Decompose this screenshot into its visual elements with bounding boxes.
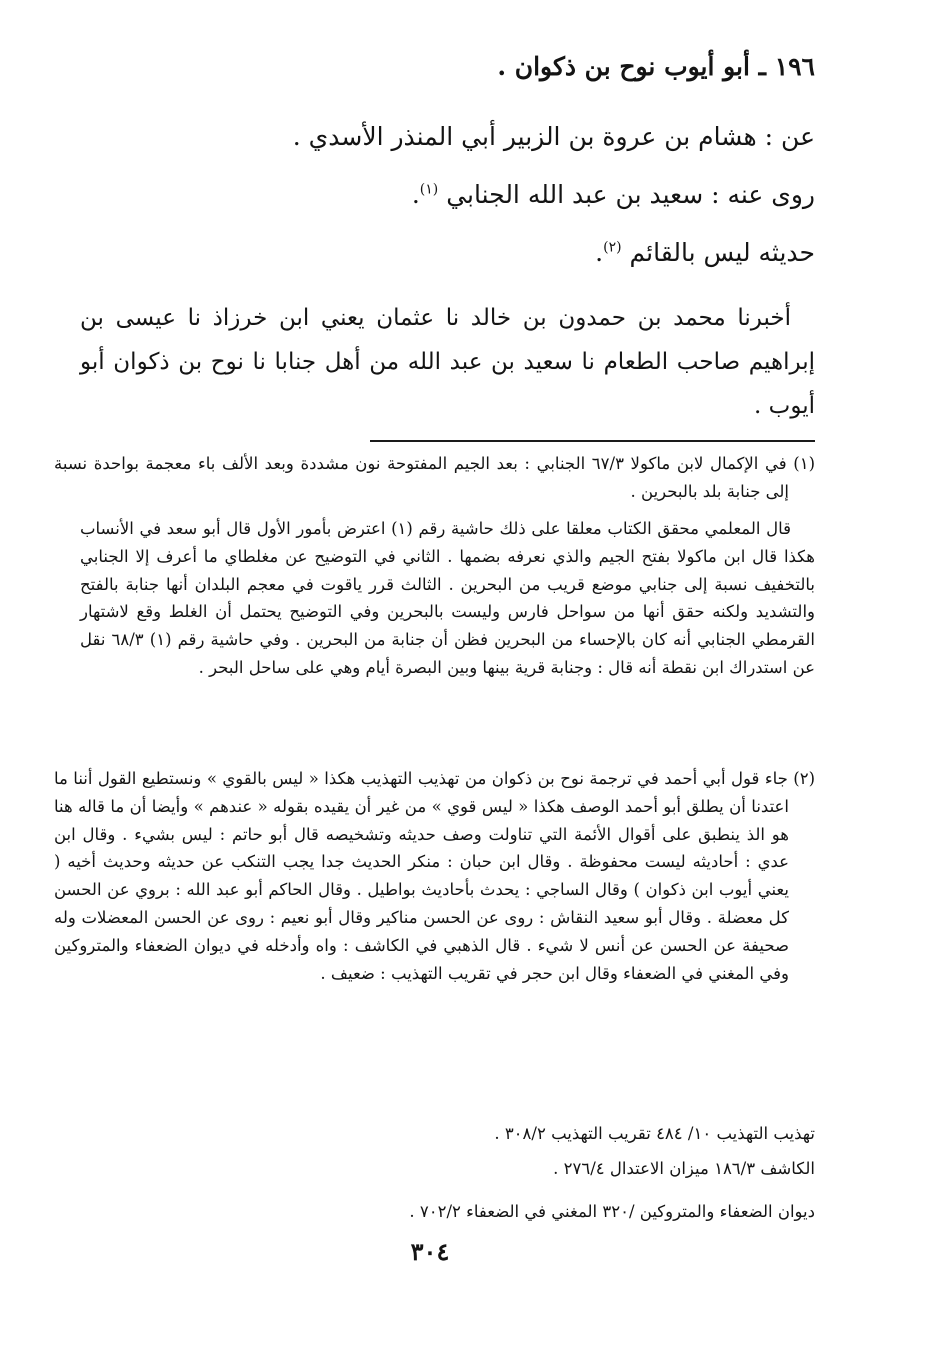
reference-line: تهذيب التهذيب ١٠/ ٤٨٤ تقريب التهذيب ٣٠٨/٢ .: [494, 1124, 815, 1143]
narrator-end: .: [411, 180, 420, 209]
narrator-text: روى عنه : سعيد بن عبد الله الجنابي: [446, 180, 815, 209]
footnote-1-commentary: قال المعلمي محقق الكتاب معلقا على ذلك حاشية رقم (١) اعترض بأمور الأول قال أبو سعد في الأنساب هكذا قال ابن ماكولا بفتح الجيم والذي نعرفه بضمها . الثاني في التوضيح عن مغلطاي ما أعرف إلا الجنابي بالتخفيف نسبة إلى جنابي موضع قريب من البحرين . الثالث قرر ياقوت في معجم البلدان أنها جنابة بالفتح والتشديد ولكنه حقق أنها من سواحل فارس وليست بالبحرين وفي التوضيح يحتمل أن الغلط وقع لاشتهار القرمطي الجنابي أنه كان بالإحساء من البحرين فظن أن جنابة من البحرين . وفي حاشية رقم (١) ٦٨/٣ نقل عن استدراك ابن نقطة أنه قال : وجنابة قرية بينها وبين البصرة أيام وهي على ساحل البحر .: [80, 519, 815, 677]
entry-teacher-line: عن : هشام بن عروة بن الزبير أبي المنذر الأسدي .: [292, 122, 815, 151]
reference-line: ديوان الضعفاء والمتروكين /٣٢٠ المغني في الضعفاء ٧٠٢/٢ .: [409, 1202, 815, 1221]
footnote-marker-2: (٢): [603, 239, 622, 256]
footnote-marker-1: (١): [419, 181, 439, 198]
isnad-paragraph: أخبرنا محمد بن حمدون بن خالد نا عثمان يعني ابن خرزاذ نا عيسى بن إبراهيم صاحب الطعام نا سعيد بن عبد الله من أهل جنابا نا نوح بن ذكوان أبو أيوب .: [80, 305, 815, 419]
page-number: ٣٠٤: [410, 1237, 450, 1266]
grade-text: حديثه ليس بالقائم: [629, 238, 815, 267]
grade-end: .: [595, 238, 604, 267]
entry-heading: ١٩٦ ـ أبو أيوب نوح بن ذكوان .: [497, 52, 815, 81]
footnote-1: (١) في الإكمال لابن ماكولا ٦٧/٣ الجنابي : بعد الجيم المفتوحة نون مشددة وبعد الألف باء معجمة بواحدة نسبة إلى جنابة بلد بالبحرين .: [54, 454, 815, 501]
entry-grade-line: [595, 238, 815, 268]
footnote-2: (٢) جاء قول أبي أحمد في ترجمة نوح بن ذكوان من تهذيب التهذيب هكذا « ليس بالقوي » ونستطيع القول أننا ما اعتدنا أن يطلق أبو أحمد الوصف هكذا « ليس قوي » من غير أن يقيده بقوله « عندهم » وأيضا أن ما قاله هنا هو الذ ينطبق على أقوال الأئمة التي تناولت وصف حديثه وتشخيصه قال أبو حاتم : ليس بشيء . وقال ابن عدي : أحاديثه ليست محفوظة . وقال ابن حبان : منكر الحديث جدا يجب التنكب عن حديثه وحديث أخيه ( يعني أيوب ابن ذكوان ) وقال الساجي : يحدث بأحاديث بواطيل . وقال الحاكم أبو عبد الله : بروي عن الحسن كل معضلة . وقال أبو سعيد النقاش : روى عن الحسن مناكير وقال أبو نعيم : روى عن الحسن المعضلات وله صحيفة عن الحسن عن أنس لا شيء . قال الذهبي في الكاشف : واه وأدخله في ديوان الضعفاء والمتروكين وفي المغني في الضعفاء وقال ابن حجر في تقريب التهذيب : ضعيف .: [54, 769, 815, 983]
footnote-separator: [370, 440, 815, 442]
entry-narrator-line: [412, 180, 815, 210]
reference-line: الكاشف ١٨٦/٣ ميزان الاعتدال ٢٧٦/٤ .: [553, 1159, 815, 1178]
